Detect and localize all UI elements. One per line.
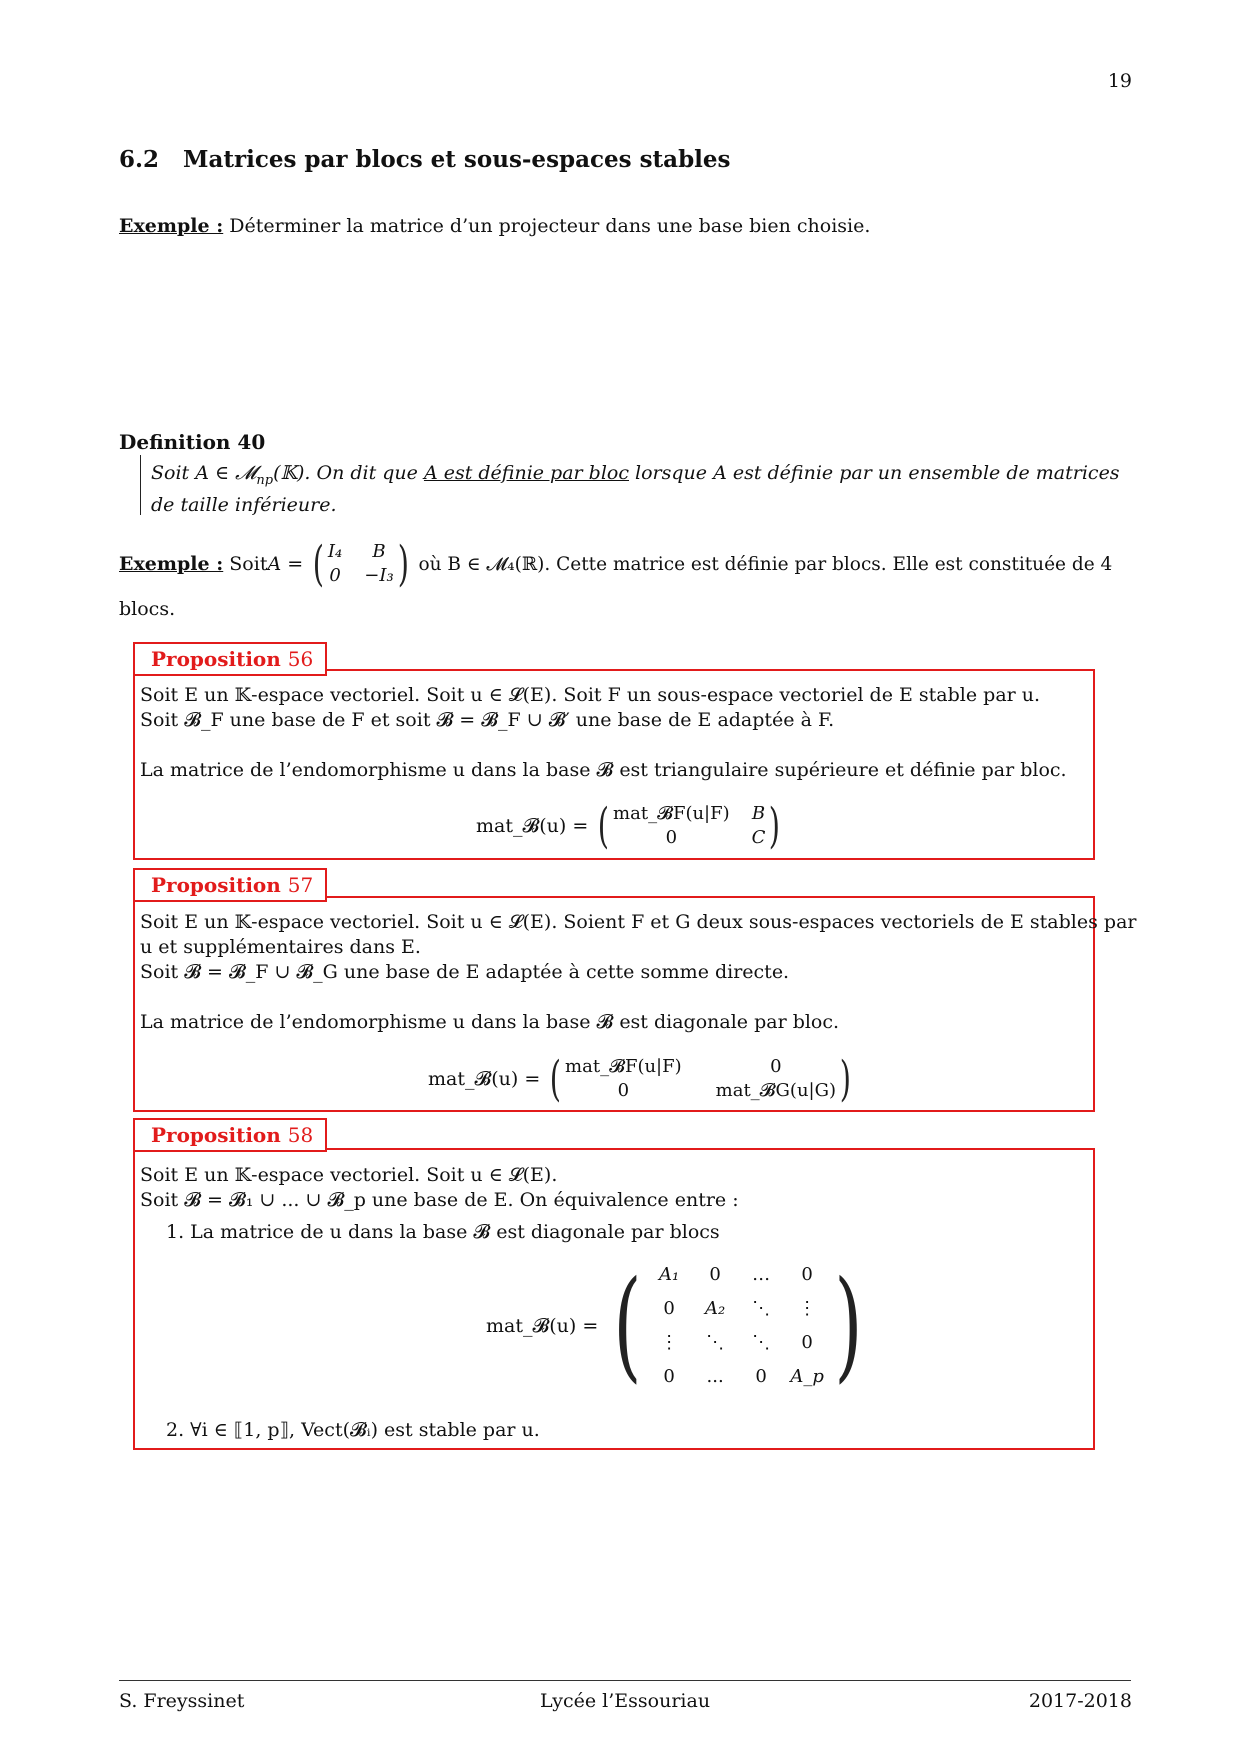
definition-title: Definition 40 — [119, 430, 266, 454]
matrix-cell: A₂ — [705, 1298, 726, 1319]
matrix-cell: 0 — [663, 1298, 675, 1319]
matrix-cell: 0 — [801, 1264, 813, 1285]
proposition-57-label: Proposition 57 — [133, 868, 327, 902]
proposition-58-body: Soit E un 𝕂-espace vectoriel. Soit u ∈ 𝓛(E). Soit 𝓑 = 𝓑₁ ∪ ... ∪ 𝓑_p une base de E. On équivalence entre : 1. La matrice de u dans la base 𝓑 est diagonale par blocs — [140, 1163, 1090, 1245]
matrix-cell: 0 — [755, 1366, 767, 1387]
section-heading — [119, 146, 730, 173]
matrix-cell: 0 — [663, 1366, 675, 1387]
list-item-1: 1. La matrice de u dans la base 𝓑 est diagonale par blocs — [166, 1221, 720, 1243]
example-2: Exemple : Soit A = ( I₄ B 0 −I₃ ) où B ∈ 𝓜₄(ℝ). Cette matrice est définie par blocs. Elle est constituée de 4 — [119, 536, 1113, 592]
matrix-cell: A₁ — [659, 1264, 680, 1285]
definition-bar — [140, 455, 141, 515]
proposition-56-body: Soit E un 𝕂-espace vectoriel. Soit u ∈ 𝓛(E). Soit F un sous-espace vectoriel de E stable par u. Soit 𝓑_F une base de F et soit 𝓑 = 𝓑_F ∪ 𝓑′ une base de E adaptée à F. La matrice de l’endomorphisme u dans la base 𝓑 est triangulaire supérieure et définie par bloc. — [140, 684, 1067, 781]
proposition-58-label: Proposition 58 — [133, 1118, 327, 1152]
matrix-cell: 0 — [709, 1264, 721, 1285]
matrix-cell: ⋱ — [706, 1332, 725, 1353]
example-2-cont: blocs. — [119, 598, 176, 620]
matrix-cell: ... — [706, 1366, 724, 1387]
section-title: Matrices par blocs et sous-espaces stables — [183, 146, 731, 173]
example-label: Exemple : — [119, 215, 224, 237]
list-item-2: 2. ∀i ∈ ⟦1, p⟧, Vect(𝓑ᵢ) est stable par u. — [166, 1419, 540, 1441]
definition-body: Soit A ∈ 𝓜$_{np}$(𝕂). On dit que A est définie par bloc lorsque A est définie par un ensemble de matrices de taille inférieure. — [151, 462, 1120, 516]
footer-author: S. Freyssinet — [119, 1690, 245, 1712]
matrix-cell: 0 — [801, 1332, 813, 1353]
matrix-cell: … — [752, 1264, 771, 1285]
proposition-56-label: Proposition 56 — [133, 642, 327, 676]
proposition-58-equation: mat_𝓑(u) = ( A₁ 0 … 0 0 A₂ ⋱ ⋮ ⋮ ⋱ ⋱ 0 0 ... 0 A_p ) — [486, 1256, 863, 1395]
footer-rule — [119, 1680, 1131, 1681]
footer-year: 2017-2018 — [1028, 1690, 1132, 1712]
proposition-57-equation: mat_𝓑(u) = ( mat_𝓑F(u|F) 0 0 mat_𝓑G(u|G) ) — [428, 1051, 852, 1107]
matrix-cell: ⋮ — [660, 1332, 679, 1353]
proposition-56-equation: mat_𝓑(u) = ( mat_𝓑F(u|F) B 0 C ) — [476, 798, 781, 854]
footer-school: Lycée l’Essouriau — [540, 1690, 711, 1712]
proposition-57-body: Soit E un 𝕂-espace vectoriel. Soit u ∈ 𝓛(E). Soient F et G deux sous-espaces vectoriels de E stables par u et supplémentaires dans E. Soit 𝓑 = 𝓑_F ∪ 𝓑_G une base de E adaptée à cette somme directe. La matrice de l’endomorphisme u dans la base 𝓑 est diagonale par bloc. — [140, 911, 1137, 1033]
matrix-cell: ⋱ — [752, 1298, 771, 1319]
example-label: Exemple : — [119, 552, 224, 575]
matrix-cell: ⋮ — [798, 1298, 817, 1319]
matrix-cell: A_p — [790, 1366, 824, 1387]
definition-term: A est définie par bloc — [423, 462, 629, 484]
matrix-A: ( I₄ B 0 −I₃ ) — [312, 536, 409, 592]
section-number: 6.2 — [119, 146, 160, 173]
example-1 — [119, 214, 870, 239]
page-number: 19 — [1107, 70, 1132, 92]
matrix-cell: ⋱ — [752, 1332, 771, 1353]
example-text: Déterminer la matrice d’un projecteur dans une base bien choisie. — [229, 215, 871, 237]
